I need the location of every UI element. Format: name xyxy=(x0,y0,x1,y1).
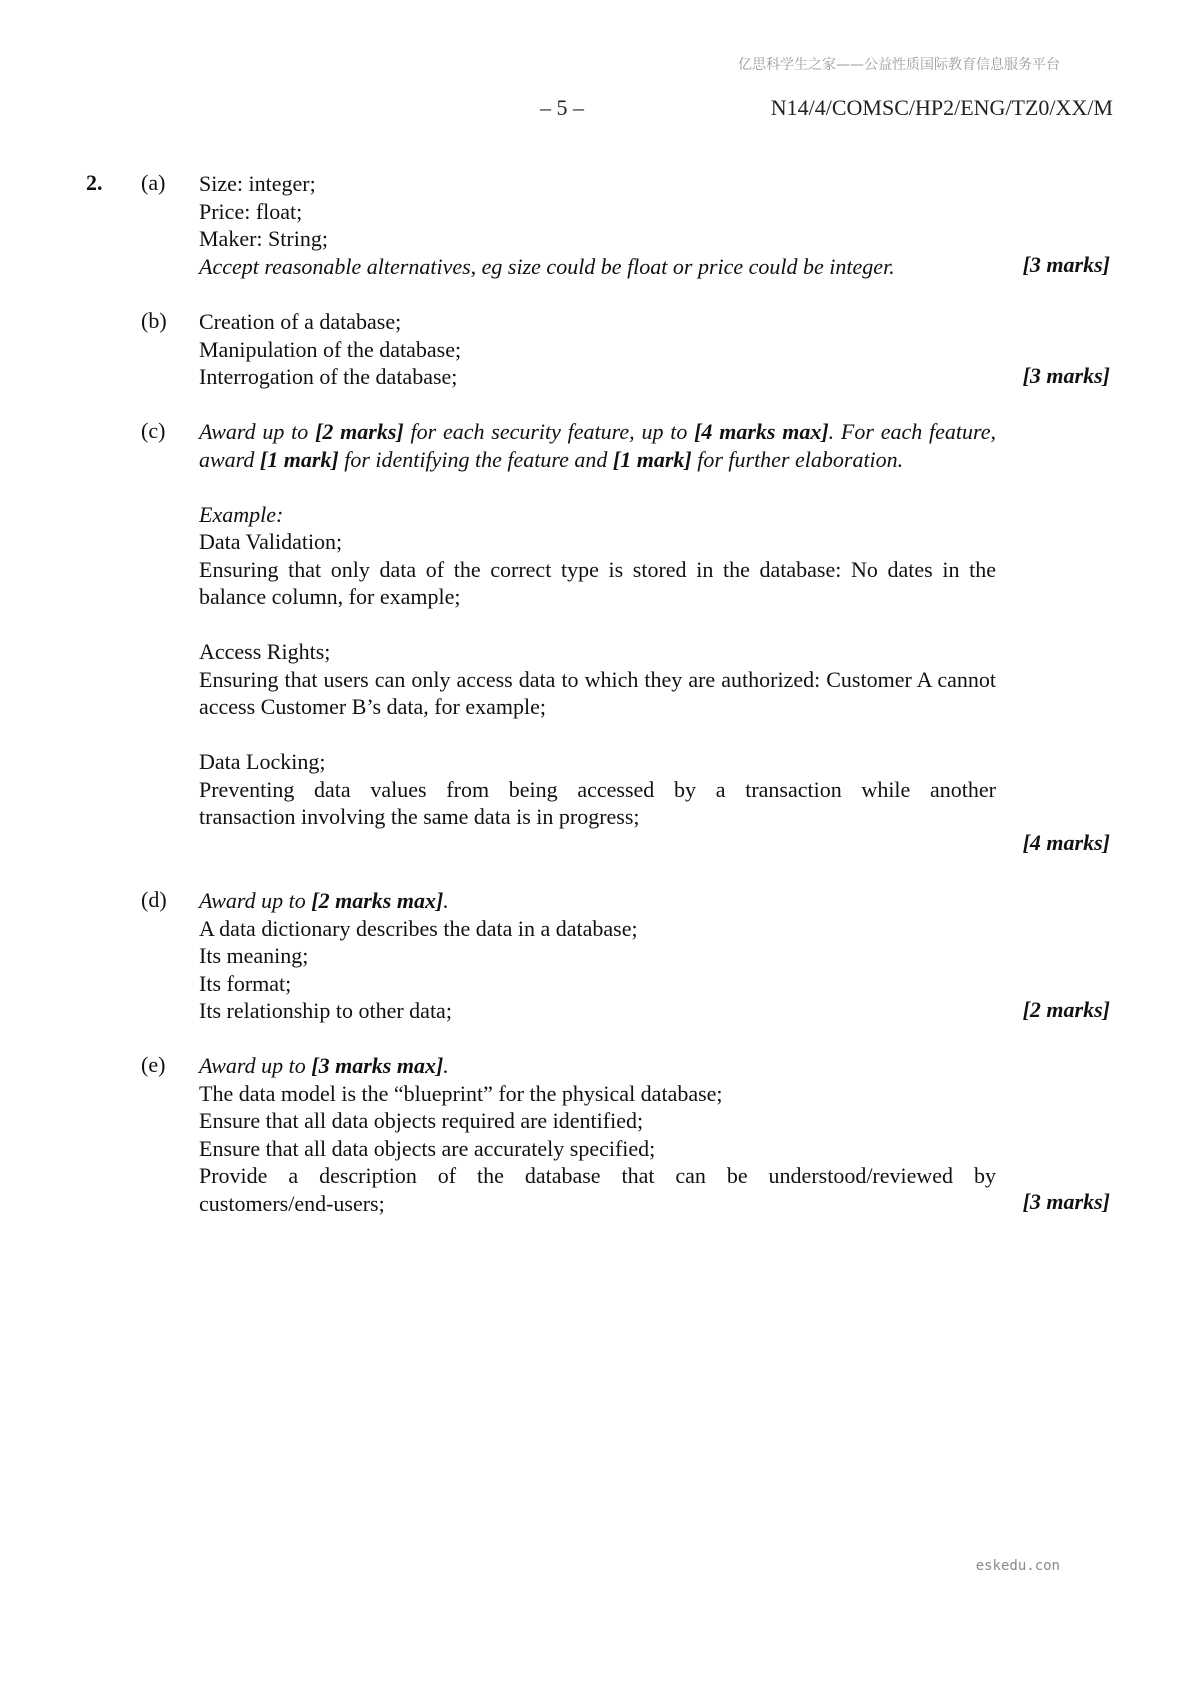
part-b-line: Manipulation of the database; xyxy=(199,336,462,362)
part-b-body xyxy=(199,308,996,391)
spacer xyxy=(199,611,996,639)
instr-text: . xyxy=(443,1053,449,1078)
instr-marks: [1 mark] xyxy=(259,446,339,472)
instr-text: for further elaboration. xyxy=(691,446,904,472)
watermark-footer: eskedu.con xyxy=(975,1558,1060,1574)
part-a-line: Maker: String; xyxy=(199,226,328,251)
part-d-instruction xyxy=(199,887,996,915)
part-b-label: (b) xyxy=(141,308,167,333)
feature-title: Data Locking; xyxy=(199,749,326,774)
instr-text: Award up to xyxy=(199,888,312,913)
instr-marks: [4 marks max] xyxy=(694,419,829,444)
part-b-line: Creation of a database; xyxy=(199,309,402,334)
spacer xyxy=(199,473,996,501)
part-e-line: customers/end-users; xyxy=(199,1190,385,1216)
instr-text: . For each feature, award xyxy=(199,419,996,472)
example-label: Example: xyxy=(199,501,284,527)
page-number: – 5 – xyxy=(540,95,584,120)
part-a-line: Price: float; xyxy=(199,198,303,224)
instr-text: for identifying the feature and xyxy=(338,446,613,472)
part-c-marks: [4 marks] xyxy=(1022,830,1110,855)
part-a-note: Accept reasonable alternatives, eg size could be float or price could be integer. xyxy=(199,253,895,279)
question-number: 2. xyxy=(86,170,103,195)
part-e-body xyxy=(199,1052,996,1217)
part-d-body xyxy=(199,887,996,1025)
document-code: N14/4/COMSC/HP2/ENG/TZ0/XX/M xyxy=(770,95,1113,120)
part-b-marks: [3 marks] xyxy=(1022,363,1110,388)
part-a-label: (a) xyxy=(141,170,166,195)
part-d-line: Its format; xyxy=(199,970,292,996)
feature-title: Data Validation; xyxy=(199,529,343,554)
feature-description: Ensuring that only data of the correct type is stored in the database: No dates in the balance column, for example; xyxy=(199,556,996,609)
part-e-marks: [3 marks] xyxy=(1022,1189,1110,1214)
part-c-instruction xyxy=(199,418,996,473)
instr-text: for each security feature, up to xyxy=(403,419,695,444)
feature-description: Preventing data values from being accessed by a transaction while another xyxy=(199,776,996,802)
feature-title: Access Rights; xyxy=(199,639,331,664)
part-e-instruction xyxy=(199,1052,996,1080)
instr-marks: [3 marks max] xyxy=(311,1053,444,1078)
instr-text: . xyxy=(443,888,449,913)
part-e-line: The data model is the “blueprint” for the physical database; xyxy=(199,1080,723,1106)
part-d-label: (d) xyxy=(141,887,167,912)
part-c-body xyxy=(199,418,996,831)
feature-description: transaction involving the same data is in progress; xyxy=(199,804,640,829)
part-d-line: Its meaning; xyxy=(199,943,309,968)
part-d-line: A data dictionary describes the data in a database; xyxy=(199,915,638,941)
instr-marks: [2 marks] xyxy=(315,419,404,444)
part-a-body xyxy=(199,170,996,280)
instr-text: Award up to xyxy=(199,419,316,444)
part-e-line: Provide a description of the database that can be understood/reviewed by xyxy=(199,1163,996,1188)
part-d-line: Its relationship to other data; xyxy=(199,998,452,1023)
feature-description: Ensuring that users can only access data to which they are authorized: Customer A cannot access Customer B’s data, for example; xyxy=(199,666,996,719)
part-a-marks: [3 marks] xyxy=(1022,252,1110,277)
spacer xyxy=(199,721,996,749)
instr-marks: [2 marks max] xyxy=(311,888,444,913)
part-a-line: Size: integer; xyxy=(199,171,316,196)
watermark-header: 亿思科学生之家——公益性质国际教育信息服务平台 xyxy=(738,57,1060,73)
part-e-line: Ensure that all data objects required are identified; xyxy=(199,1108,644,1133)
part-d-marks: [2 marks] xyxy=(1022,997,1110,1022)
instr-marks: [1 mark] xyxy=(612,446,692,472)
part-e-line: Ensure that all data objects are accurately specified; xyxy=(199,1135,656,1161)
part-e-label: (e) xyxy=(141,1052,166,1077)
part-b-line: Interrogation of the database; xyxy=(199,364,458,389)
instr-text: Award up to xyxy=(199,1053,312,1078)
part-c-label: (c) xyxy=(141,418,166,443)
